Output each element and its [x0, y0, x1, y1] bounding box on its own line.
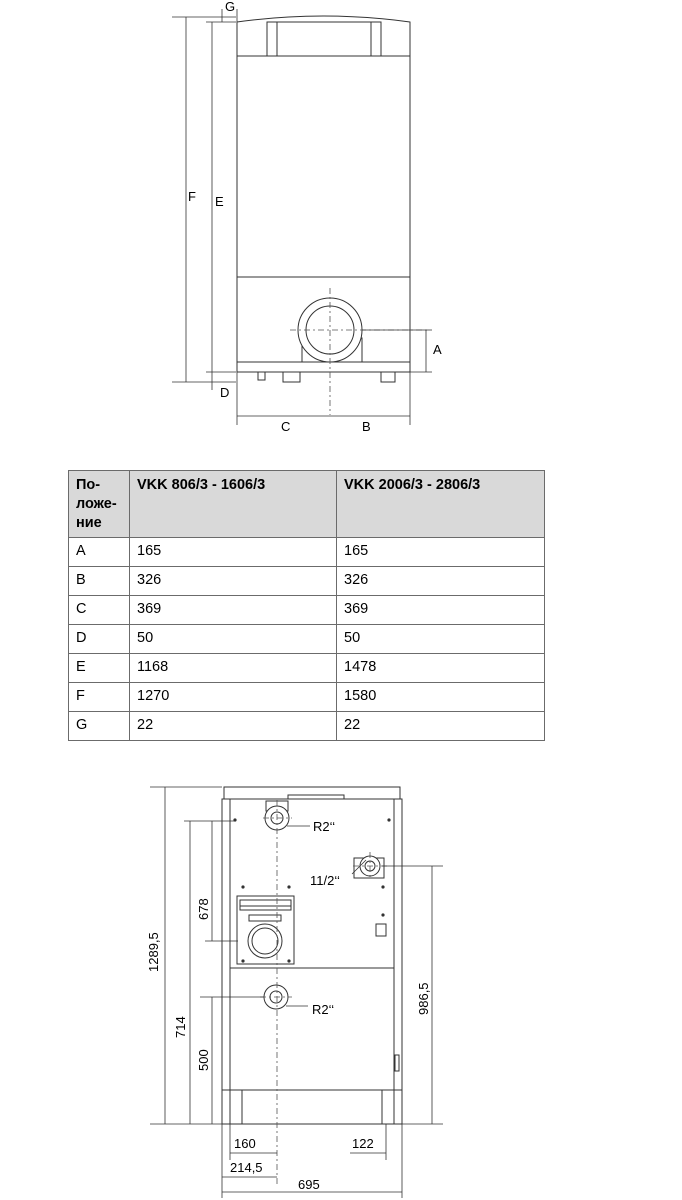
cell-position: F	[69, 683, 130, 712]
dim-label-f: F	[188, 189, 196, 204]
dim-label-a: A	[433, 342, 442, 357]
cell-position: E	[69, 654, 130, 683]
dim-678: 678	[196, 898, 211, 920]
cell-position: C	[69, 596, 130, 625]
cell-value: 369	[130, 596, 337, 625]
dim-214: 214,5	[230, 1160, 263, 1175]
dim-986: 986,5	[416, 982, 431, 1015]
dim-122: 122	[352, 1136, 374, 1151]
label-one-half: 11/2‘‘	[310, 873, 340, 888]
dim-label-e: E	[215, 194, 224, 209]
dim-500: 500	[196, 1049, 211, 1071]
dim-695: 695	[298, 1177, 320, 1192]
table-row	[69, 538, 545, 567]
cell-value: 1168	[130, 654, 337, 683]
cell-value: 1270	[130, 683, 337, 712]
dim-1289: 1289,5	[146, 932, 161, 972]
table-row	[69, 625, 545, 654]
header-position: По- ложе- ние	[69, 471, 130, 538]
table-header-row	[69, 471, 545, 538]
cell-position: A	[69, 538, 130, 567]
front-view-drawing	[0, 0, 682, 445]
dimensions-table	[68, 470, 545, 741]
cell-value: 369	[337, 596, 545, 625]
dim-label-g: G	[225, 0, 236, 14]
label-r2-top: R2‘‘	[313, 819, 336, 834]
table-row	[69, 567, 545, 596]
dim-label-b: B	[362, 419, 371, 434]
table-row	[69, 683, 545, 712]
cell-value: 50	[130, 625, 337, 654]
cell-position: D	[69, 625, 130, 654]
cell-value: 165	[337, 538, 545, 567]
dim-label-d: D	[220, 385, 230, 400]
cell-value: 22	[337, 712, 545, 741]
cell-position: B	[69, 567, 130, 596]
cell-value: 165	[130, 538, 337, 567]
cell-value: 50	[337, 625, 545, 654]
table-row	[69, 712, 545, 741]
header-model-2: VKK 2006/3 - 2806/3	[337, 471, 545, 538]
cell-position: G	[69, 712, 130, 741]
rear-view-drawing	[0, 770, 682, 1200]
cell-value: 1478	[337, 654, 545, 683]
table-row	[69, 654, 545, 683]
cell-value: 1580	[337, 683, 545, 712]
dim-160: 160	[234, 1136, 256, 1151]
dim-714: 714	[173, 1016, 188, 1038]
boiler-base	[237, 362, 410, 372]
cell-value: 326	[337, 567, 545, 596]
table-row	[69, 596, 545, 625]
dim-label-c: C	[281, 419, 291, 434]
header-model-1: VKK 806/3 - 1606/3	[130, 471, 337, 538]
boiler-top-display	[267, 22, 381, 56]
cell-value: 326	[130, 567, 337, 596]
label-r2-bottom: R2‘‘	[312, 1002, 335, 1017]
cell-value: 22	[130, 712, 337, 741]
